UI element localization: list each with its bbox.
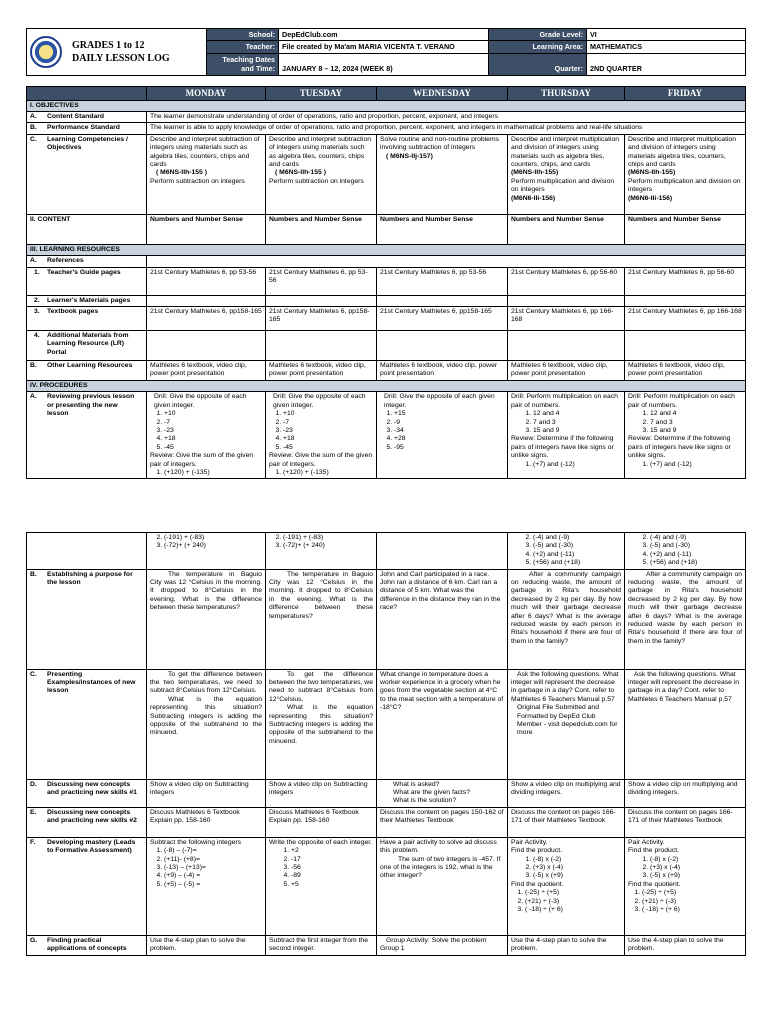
- olr-wed: Mathletes 6 textbook, video clip, power point presentation: [377, 361, 508, 381]
- label-performance-standard: B. Performance Standard: [27, 123, 147, 134]
- teacher-label: Teacher:: [207, 41, 279, 53]
- competency-wed: Solve routine and non-routine problems involving subtraction of integers ( M6NS-IIj-157): [377, 134, 508, 214]
- purpose-thu: After a community campaign on reducing waste, the amount of garbage in Rita's household decreased by 2 kg per day. By how much will their garbage decrease after 6 days? What is the average reduced waste by each person in Rita's household if there are four of them in the family?: [508, 569, 625, 669]
- purpose-fri: After a community campaign on reducing waste, the amount of garbage in Rita's household decreased by 2 kg per day. By how much will their garbage decrease after 6 days? What is the average reduced waste by each person in Rita's household if there are four of them in the family?: [625, 569, 746, 669]
- page-1: [26, 28, 745, 479]
- section-procedures: IV. PROCEDURES: [27, 380, 746, 391]
- discuss1-fri: Show a video clip on multiplying and dividing integers.: [625, 779, 746, 807]
- olr-tue: Mathletes 6 textbook, video clip, power point presentation: [266, 361, 377, 381]
- deped-seal-icon: [30, 36, 62, 68]
- content-thu: Numbers and Number Sense: [508, 214, 625, 244]
- grade-label: Grade Level:: [489, 29, 587, 41]
- review-thu: Drill: Perform multiplication on each pair of numbers. 1. 12 and 4 2. 7 and 3 3. 15 and 9 Review: Determine if the following pairs of integers have like signs or unlike signs. 1. (+7) and (-12): [508, 392, 625, 479]
- mastery-mon: Subtract the following integers 1. (-8) – (-7)= 2. (+11)- (+8)= 3. (-13) – (+13)= 4. (+9) – (-4) = 5. (+5) – (-5) =: [147, 837, 266, 935]
- lesson-table-2: [26, 532, 746, 956]
- lm-thu: [508, 295, 625, 306]
- label-references: A. References: [27, 256, 147, 267]
- lm-fri: [625, 295, 746, 306]
- references-cell: [147, 256, 746, 267]
- olr-mon: Mathletes 6 textbook, video clip, power point presentation: [147, 361, 266, 381]
- discuss2-fri: Discuss the content on pages 166-171 of their Mathletes Textbook: [625, 807, 746, 837]
- presenting-fri: Ask the following questions. What integer will represent the decrease in garbage in a day? Cont. refer to Mathletes 6 Teachers Manual p.57: [625, 669, 746, 779]
- review-tue: Drill: Give the opposite of each given integer. 1. +10 2. -7 3. -23 4. +18 5. -45 Review: Give the sum of the given pair of integers. 1. (+120) + (-135): [266, 392, 377, 479]
- tb-fri: 21st Century Mathletes 6, pp 166-168: [625, 307, 746, 331]
- apply-wed: Group Activity: Solve the problem Group 1: [377, 935, 508, 955]
- discuss2-thu: Discuss the content on pages 166-171 of their Mathletes Textbook: [508, 807, 625, 837]
- content-mon: Numbers and Number Sense: [147, 214, 266, 244]
- review-thu-cont: 2. (-4) and (-9) 3. (-5) and (-30) 4. (+2) and (-11) 5. (+56) and (+18): [508, 533, 625, 570]
- label-tg-pages: 1. Teacher's Guide pages: [27, 267, 147, 295]
- lm-mon: [147, 295, 266, 306]
- section-content: II. CONTENT: [27, 214, 147, 244]
- discuss2-tue: Discuss Mathletes 6 Textbook Explain pp. 158-160: [266, 807, 377, 837]
- competency-fri: Describe and interpret multiplication and division of integers using materials algebra tiles, counters, chips and cards (M6NS-IIh-155) Perform multiplication and division on integers (M6N6-IIi-156): [625, 134, 746, 214]
- presenting-thu: Ask the following questions. What integer will represent the decrease in garbage in a day? Cont. refer to Mathletes 6 Teachers Manual p.57 Original File Submitted and Formatted by DepEd Club Member - visit depedclub.com for more: [508, 669, 625, 779]
- discuss1-wed: What is asked? What are the given facts? What is the solution?: [377, 779, 508, 807]
- area-value: MATHEMATICS: [587, 41, 746, 53]
- discuss1-mon: Show a video clip on Subtracting integers: [147, 779, 266, 807]
- school-value: DepEdClub.com: [279, 29, 489, 41]
- lm-tue: [266, 295, 377, 306]
- purpose-wed: John and Carl participated in a race. John ran a distance of 6 km. Carl ran a distance of 5 km. What was the difference in the distance they ran in the race?: [377, 569, 508, 669]
- mastery-fri: Pair Activity. Find the product. 1. (-8) x (-2) 2. (+3) x (-4) 3. (-5) x (+9) Find the quotient. 1. (-25) ÷ (+5) 2. (+21) ÷ (-3) 3. ( -18) ÷ (+ 6): [625, 837, 746, 935]
- label-purpose: B. Establishing a purpose for the lesson: [27, 569, 147, 669]
- tg-thu: 21st Century Mathletes 6, pp 56-60: [508, 267, 625, 295]
- label-presenting: C. Presenting Examples/instances of new lesson: [27, 669, 147, 779]
- purpose-mon: The temperature in Baguio City was 12 °Celsius in the morning. It dropped to 8°Celsius in the evening. What is the difference between these temperatures?: [147, 569, 266, 669]
- page-2: [26, 532, 745, 956]
- label-additional-materials: 4. Additional Materials from Learning Resource (LR) Portal: [27, 331, 147, 361]
- label-competencies: C. Learning Competencies / Objectives: [27, 134, 147, 214]
- presenting-wed: What change in temperature does a worker experience in a grocery when he goes from the vegetable section at 4°C to the meat section with a temperature of -18°C?: [377, 669, 508, 779]
- teacher-value: File created by Ma'am MARIA VICENTA T. VERANO: [279, 41, 489, 53]
- review-tue-cont: 2. (-191) + (-83) 3. (-72)+ (+ 240): [266, 533, 377, 570]
- quarter-label: Quarter:: [489, 53, 587, 75]
- label-other-resources: B. Other Learning Resources: [27, 361, 147, 381]
- label-practical-applications: G. Finding practical applications of concepts: [27, 935, 147, 955]
- day-thursday: THURSDAY: [508, 86, 625, 100]
- lesson-table-1: [26, 86, 746, 480]
- tb-wed: 21st Century Mathletes 6, pp158-165: [377, 307, 508, 331]
- label-discussing-1: D. Discussing new concepts and practicing new skills #1: [27, 779, 147, 807]
- tb-mon: 21st Century Mathletes 6, pp158-165: [147, 307, 266, 331]
- review-wed: Drill: Give the opposite of each given integer. 1. +15 2. -9 3. -34 4. +28 5. -95: [377, 392, 508, 479]
- review-mon: Drill: Give the opposite of each given integer. 1. +10 2. -7 3. -23 4. +18 5. -45 Review: Give the sum of the given pair of integers. 1. (+120) + (-135): [147, 392, 266, 479]
- content-standard-text: The learner demonstrate understanding of order of operations, ratio and proportion, percent, exponent, and integers: [147, 112, 746, 123]
- competency-tue: Describe and interpret subtraction of integers using materials such as algebra tiles, counters, chips and cards ( M6NS-IIh-155 ) Perform subtraction on integers: [266, 134, 377, 214]
- discuss2-wed: Discuss the content on pages 150-162 of their Mathletes Textbook: [377, 807, 508, 837]
- title-block: [27, 29, 207, 76]
- label-lm-pages: 2. Learner's Materials pages: [27, 295, 147, 306]
- review-fri: Drill: Perform multiplication on each pair of numbers. 1. 12 and 4 2. 7 and 3 3. 15 and 9 Review: Determine if the following pairs of integers have like signs or unlike signs. 1. (+7) and (-12): [625, 392, 746, 479]
- school-label: School:: [207, 29, 279, 41]
- label-textbook-pages: 3. Textbook pages: [27, 307, 147, 331]
- discuss1-thu: Show a video clip on multiplying and dividing integers.: [508, 779, 625, 807]
- content-tue: Numbers and Number Sense: [266, 214, 377, 244]
- day-tuesday: TUESDAY: [266, 86, 377, 100]
- presenting-tue: To get the difference between the two temperatures, we need to subtract 8°Celsius from 12°Celsius. What is the equation representing this situation? Subtracting integers is adding the opposite of the subtrahend to the minuend.: [266, 669, 377, 779]
- label-discussing-2: E. Discussing new concepts and practicing new skills #2: [27, 807, 147, 837]
- tg-wed: 21st Century Mathletes 6, pp 53-56: [377, 267, 508, 295]
- day-friday: FRIDAY: [625, 86, 746, 100]
- mastery-wed: Have a pair activity to solve ad discuss this problem. The sum of two integers is -457. If one of the integers is 192, what is the other integer?: [377, 837, 508, 935]
- grade-value: VI: [587, 29, 746, 41]
- mastery-thu: Pair Activity. Find the product. 1. (-8) x (-2) 2. (+3) x (-4) 3. (-5) x (+9) Find the quotient. 1. (-25) ÷ (+5) 2. (+21) ÷ (-3) 3. ( -18) ÷ (+ 6): [508, 837, 625, 935]
- label-reviewing: A. Reviewing previous lesson or presenting the new lesson: [27, 392, 147, 479]
- section-objectives: I. OBJECTIVES: [27, 100, 746, 111]
- purpose-tue: The temperature in Baguio City was 12 °Celsius in the morning. It dropped to 8°Celsius in the evening. What is the difference between these temperatures?: [266, 569, 377, 669]
- competency-thu: Describe and interpret multiplication and division of integers using materials such as algebra tiles, counters, chips, and cards (M6NS-IIh-155) Perform multiplication and division on integers (M6N6-IIi-156): [508, 134, 625, 214]
- content-wed: Numbers and Number Sense: [377, 214, 508, 244]
- lm-wed: [377, 295, 508, 306]
- am-wed: [377, 331, 508, 361]
- am-thu: [508, 331, 625, 361]
- mastery-tue: Write the opposite of each integer. 1. +2 2. -17 3. -56 4. -89 5. +5: [266, 837, 377, 935]
- review-mon-cont: 2. (-191) + (-83) 3. (-72)+ (+ 240): [147, 533, 266, 570]
- performance-standard-text: The learner is able to apply knowledge of order of operations, ratio and proportion, percent, exponent, and integers in mathematical problems and real-life situations: [147, 123, 746, 134]
- tb-thu: 21st Century Mathletes 6, pp 166-168: [508, 307, 625, 331]
- am-fri: [625, 331, 746, 361]
- content-fri: Numbers and Number Sense: [625, 214, 746, 244]
- tg-fri: 21st Century Mathletes 6, pp 56-60: [625, 267, 746, 295]
- tb-tue: 21st Century Mathletes 6, pp158-165: [266, 307, 377, 331]
- am-mon: [147, 331, 266, 361]
- quarter-value: 2ND QUARTER: [587, 53, 746, 75]
- title-dll: DAILY LESSON LOG: [72, 53, 170, 64]
- title-grades: GRADES 1 to 12: [72, 40, 145, 51]
- olr-thu: Mathletes 6 textbook, video clip, power point presentation: [508, 361, 625, 381]
- apply-mon: Use the 4-step plan to solve the problem.: [147, 935, 266, 955]
- discuss2-mon: Discuss Mathletes 6 Textbook Explain pp. 158-160: [147, 807, 266, 837]
- presenting-mon: To get the difference between the two temperatures, we need to subtract 8°Celsius from 12°Celsius. What is the equation representing this situation? Subtracting integers is adding the opposite of the subtrahend to the minuend.: [147, 669, 266, 779]
- review-fri-cont: 2. (-4) and (-9) 3. (-5) and (-30) 4. (+2) and (-11) 5. (+56) and (+18): [625, 533, 746, 570]
- label-content-standard: A. Content Standard: [27, 112, 147, 123]
- area-label: Learning Area:: [489, 41, 587, 53]
- competency-mon: Describe and interpret subtraction of integers using materials such as algebra tiles, counters, chips and cards ( M6NS-IIh-155 ) Perform subtraction on integers: [147, 134, 266, 214]
- label-reviewing-cont: [27, 533, 147, 570]
- dates-label: Teaching Dates and Time:: [207, 53, 279, 75]
- apply-fri: Use the 4-step plan to solve the problem.: [625, 935, 746, 955]
- corner-cell: [27, 86, 147, 100]
- label-developing-mastery: F. Developing mastery (Leads to Formative Assessment): [27, 837, 147, 935]
- apply-thu: Use the 4-step plan to solve the problem.: [508, 935, 625, 955]
- day-monday: MONDAY: [147, 86, 266, 100]
- review-wed-cont: [377, 533, 508, 570]
- tg-tue: 21st Century Mathletes 6, pp 53-56: [266, 267, 377, 295]
- olr-fri: Mathletes 6 textbook, video clip, power point presentation: [625, 361, 746, 381]
- dates-value: JANUARY 8 – 12, 2024 (WEEK 8): [279, 53, 489, 75]
- header-table: [26, 28, 746, 76]
- tg-mon: 21st Century Mathletes 6, pp 53-56: [147, 267, 266, 295]
- day-wednesday: WEDNESDAY: [377, 86, 508, 100]
- discuss1-tue: Show a video clip on Subtracting integers: [266, 779, 377, 807]
- am-tue: [266, 331, 377, 361]
- section-resources: III. LEARNING RESOURCES: [27, 244, 746, 255]
- apply-tue: Subtract the first integer from the second integer.: [266, 935, 377, 955]
